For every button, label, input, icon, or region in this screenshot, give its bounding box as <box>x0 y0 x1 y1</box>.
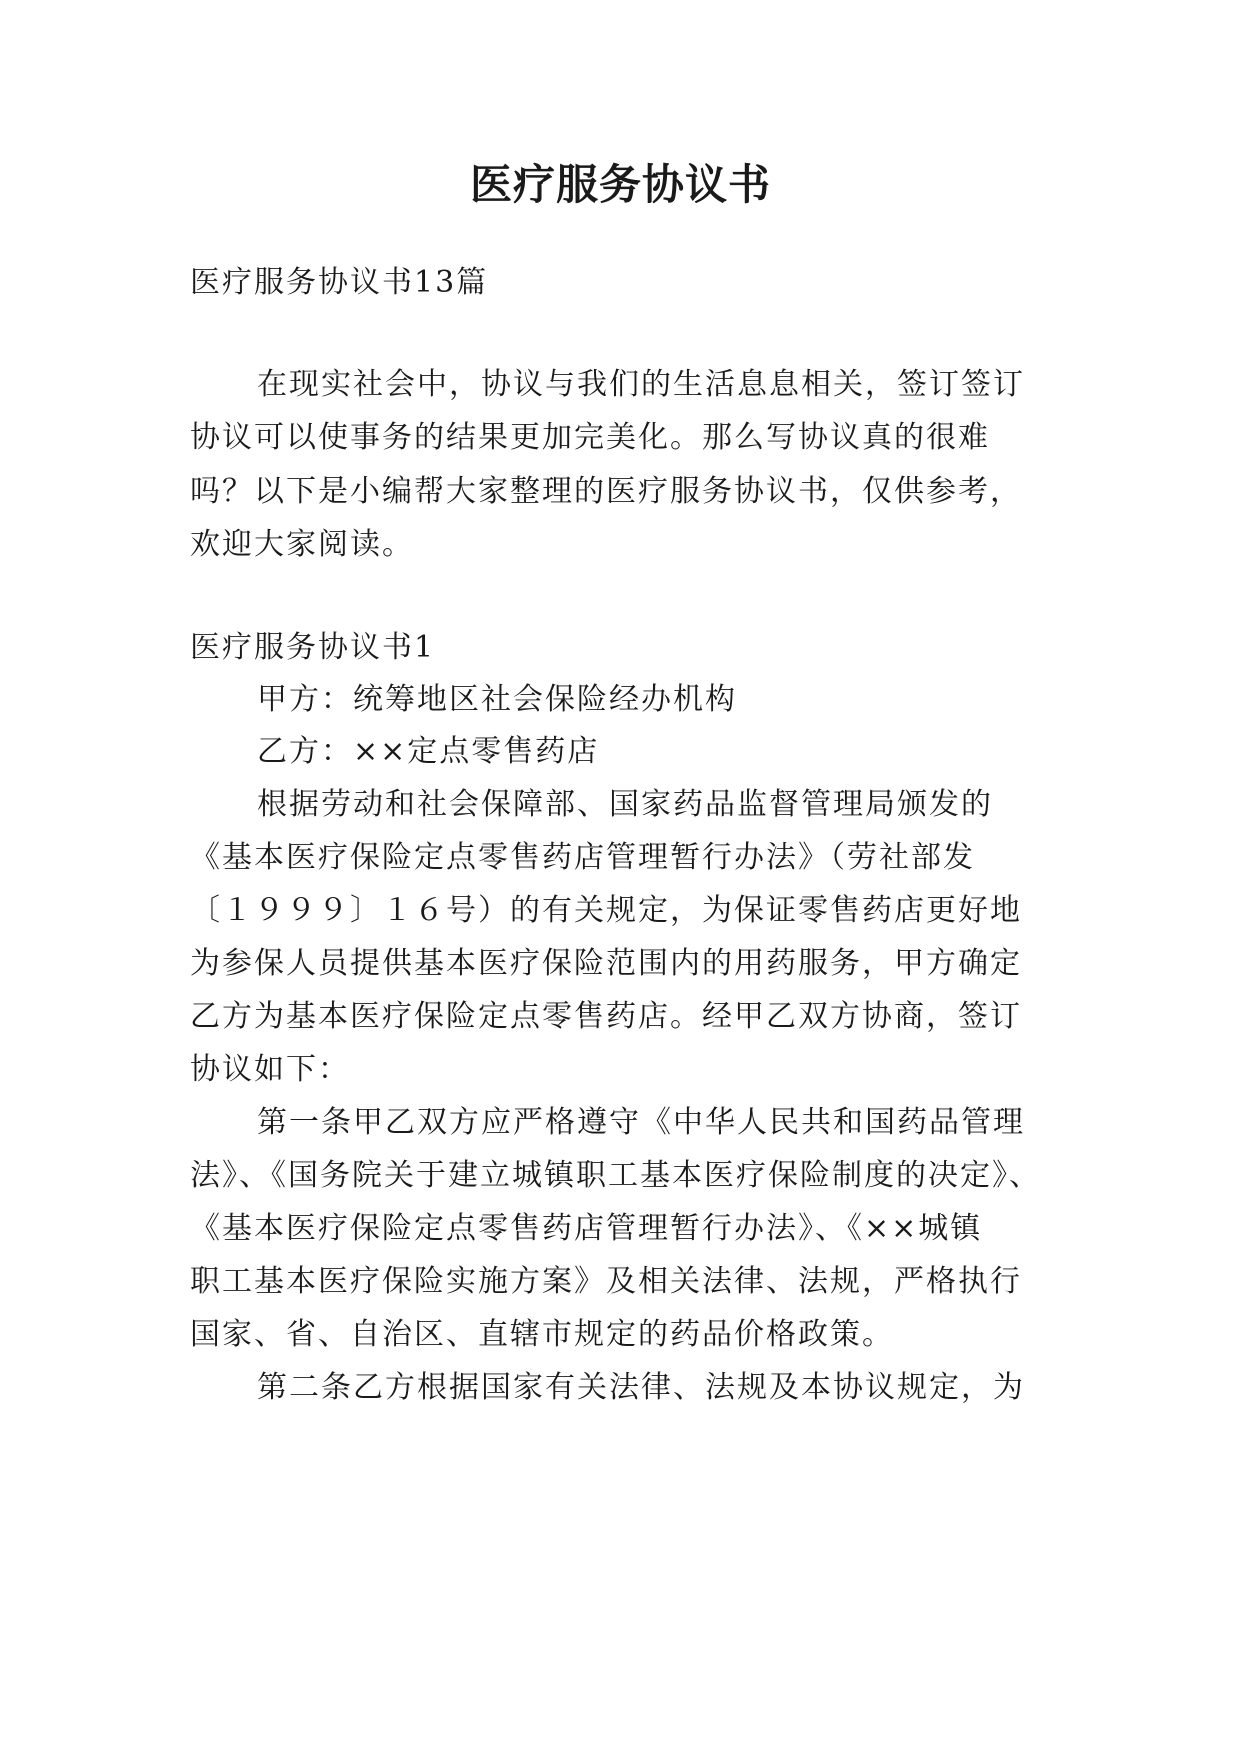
basis-line: 《基本医疗保险定点零售药店管理暂行办法》（劳社部发 <box>190 840 975 875</box>
basis-line: 乙方为基本医疗保险定点零售药店。经甲乙双方协商，签订 <box>190 999 1022 1034</box>
basis-line: 协议如下： <box>190 1052 350 1087</box>
intro-line: 欢迎大家阅读。 <box>190 527 414 562</box>
basis-line: 〔１９９９〕１６号）的有关规定，为保证零售药店更好地 <box>190 893 1022 928</box>
article-1-line: 《基本医疗保险定点零售药店管理暂行办法》、《××城镇 <box>190 1211 983 1246</box>
article-1-line: 法》、《国务院关于建立城镇职工基本医疗保险制度的决定》、 <box>190 1158 1041 1193</box>
page-title: 医疗服务协议书 <box>469 160 771 209</box>
party-a: 甲方：统筹地区社会保险经办机构 <box>257 682 737 717</box>
basis-line: 为参保人员提供基本医疗保险范围内的用药服务，甲方确定 <box>190 946 1022 981</box>
intro-line: 协议可以使事务的结果更加完美化。那么写协议真的很难 <box>190 420 990 455</box>
article-1-line: 第一条甲乙双方应严格遵守《中华人民共和国药品管理 <box>257 1105 1025 1140</box>
section-heading: 医疗服务协议书1 <box>190 630 436 665</box>
document-subtitle: 医疗服务协议书13篇 <box>190 265 489 300</box>
article-2-line: 第二条乙方根据国家有关法律、法规及本协议规定，为 <box>257 1370 1025 1405</box>
intro-line: 在现实社会中，协议与我们的生活息息相关，签订签订 <box>257 367 1025 402</box>
article-1-line: 国家、省、自治区、直辖市规定的药品价格政策。 <box>190 1317 894 1352</box>
article-1-line: 职工基本医疗保险实施方案》及相关法律、法规，严格执行 <box>190 1264 1022 1299</box>
party-b: 乙方：××定点零售药店 <box>257 734 600 769</box>
basis-line: 根据劳动和社会保障部、国家药品监督管理局颁发的 <box>257 787 993 822</box>
intro-line: 吗？以下是小编帮大家整理的医疗服务协议书，仅供参考， <box>190 474 1022 509</box>
